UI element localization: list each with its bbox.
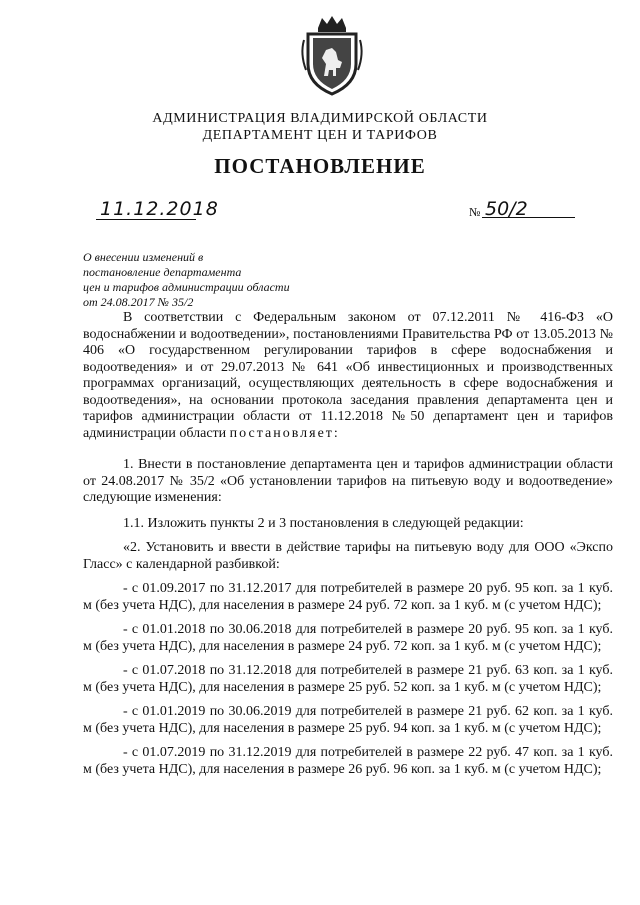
tariff-bullet: - с 01.09.2017 по 31.12.2017 для потребителей в размере 20 руб. 95 коп. за 1 куб. м (без учета НДС), для населения в размере 24 руб. 72 коп. за 1 куб. м (с учетом НДС); [83,581,613,613]
document-title: ПОСТАНОВЛЕНИЕ [214,154,426,178]
document-body [83,310,613,778]
item-1-1-paragraph: 1.1. Изложить пункты 2 и 3 постановления в следующей редакции: [123,515,524,531]
number-label: № [469,205,481,219]
number-underline [482,217,575,218]
subject-line: цен и тарифов администрации области [83,280,290,294]
subject-line: постановление департамента [83,265,242,279]
subject-line: О внесении изменений в [83,250,204,264]
subject-line: от 24.08.2017 № 35/2 [83,295,194,309]
preamble-paragraph [83,310,613,442]
tariff-bullet: - с 01.07.2018 по 31.12.2018 для потребителей в размере 21 руб. 63 коп. за 1 куб. м (без учета НДС), для населения в размере 25 руб. 52 коп. за 1 куб. м (с учетом НДС); [83,663,613,695]
tariff-bullet: - с 01.01.2018 по 30.06.2018 для потребителей в размере 20 руб. 95 коп. за 1 куб. м (без учета НДС), для населения в размере 24 руб. 72 коп. за 1 куб. м (с учетом НДС); [83,622,613,654]
document-number: 50/2 [485,198,528,220]
item-2-paragraph: «2. Установить и ввести в действие тарифы на питьевую воду для ООО «Экспо Гласс» с календарной разбивкой: [83,540,613,572]
date-underline [96,219,196,220]
document-subject [83,250,290,310]
department-name: ДЕПАРТАМЕНТ ЦЕН И ТАРИФОВ [202,128,438,143]
resolves-text: постановляет: [229,425,340,441]
item-1-paragraph: 1. Внести в постановление департамента цен и тарифов администрации области от 24.08.2017 № 35/2 «Об установлении тарифов на питьевую воду и водоотведение» следующие изменения: [83,457,613,505]
tariff-bullet: - с 01.01.2019 по 30.06.2019 для потребителей в размере 21 руб. 62 коп. за 1 куб. м (без учета НДС), для населения в размере 25 руб. 94 коп. за 1 куб. м (с учетом НДС); [83,704,613,736]
organization-name: АДМИНИСТРАЦИЯ ВЛАДИМИРСКОЙ ОБЛАСТИ [152,111,488,126]
coat-of-arms-icon [298,14,366,96]
preamble-text: В соответствии с Федеральным законом от 07.12.2011 № 416-ФЗ «О водоснабжении и водоотведении», постановлениями Правительства РФ от 13.05.2013 № 406 «О государственном регулировании тарифов в сфере водоснабжения и водоотведения» и от 29.07.2013 № 641 «Об инвестиционных и производственных программах организаций, осуществляющих деятельность в сфере водоснабжения и водоотведения», на основании протокола заседания правления департамента цен и тарифов администрации области от 11.12.2018 №50 департамент цен и тарифов администрации области [83,310,613,441]
tariff-bullet: - с 01.07.2019 по 31.12.2019 для потребителей в размере 22 руб. 47 коп. за 1 куб. м (без учета НДС), для населения в размере 26 руб. 96 коп. за 1 куб. м (с учетом НДС); [83,745,613,777]
document-date: 11.12.2018 [100,198,219,220]
